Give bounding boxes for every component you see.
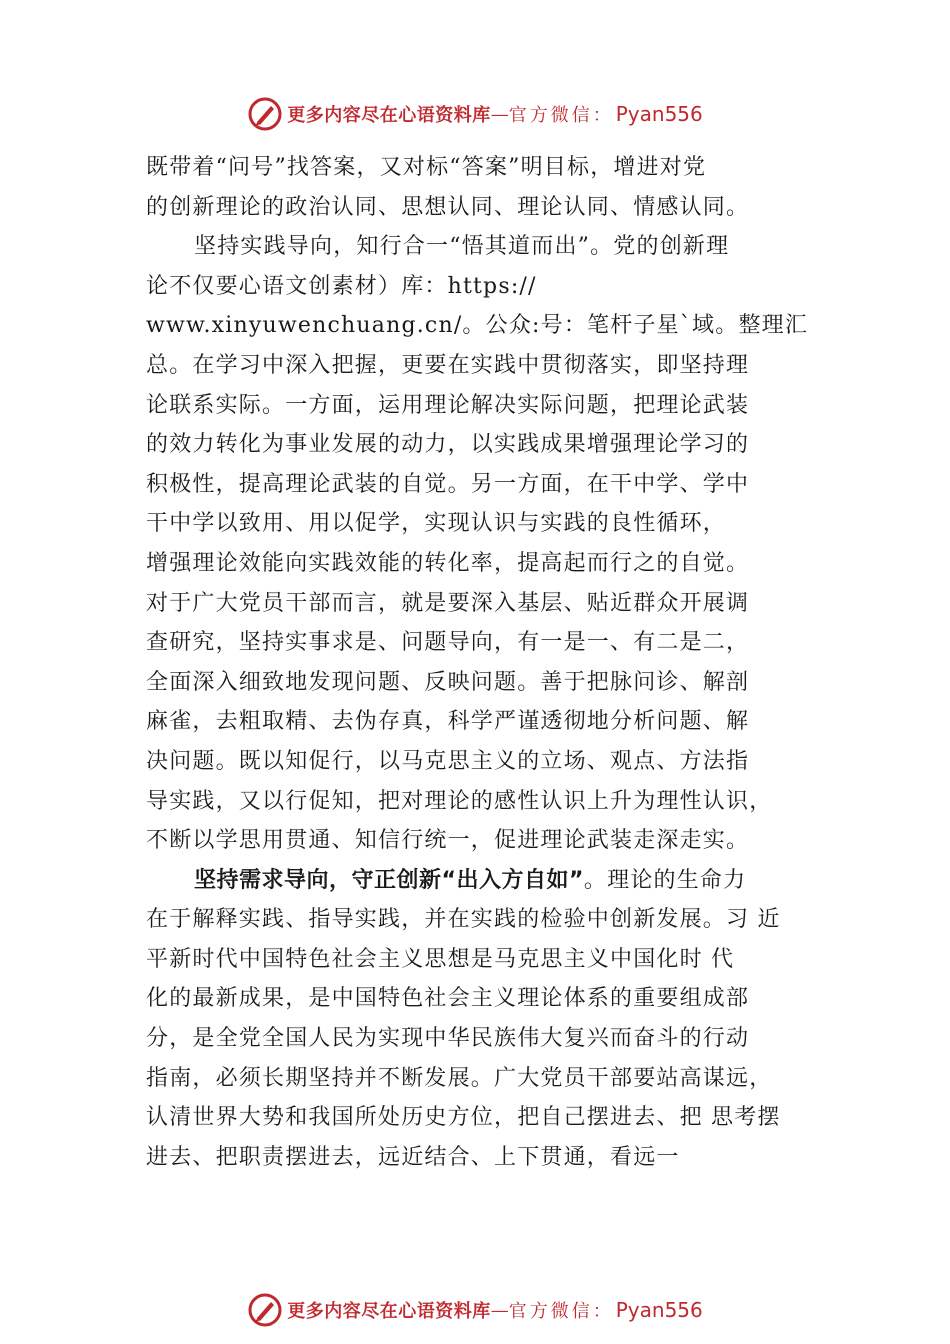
footer-wechat-id: Pyan556	[615, 1298, 703, 1322]
text-line: 论不仅要心语文创素材）库：https://	[146, 273, 537, 299]
text-line: 干中学以致用、用以促学，实现认识与实践的良性循环，	[146, 511, 727, 537]
header-brand: 更多内容尽在心语资料库	[287, 105, 491, 126]
text-line: 对于广大党员干部而言，就是要深入基层、贴近群众开展调	[146, 590, 750, 616]
text-line: 决问题。既以知促行，以马克思主义的立场、观点、方法指	[146, 748, 750, 774]
text-line: 既带着“问号”找答案，又对标“答案”明目标，增进对党	[146, 155, 707, 180]
text-line: 不断以学思用贯通、知信行统一，促进理论武装走深走实。	[146, 828, 750, 854]
text-line: 平新时代中国特色社会主义思想是马克思主义中国化时 代	[146, 946, 735, 972]
header-wechat-label: 官方微信：	[508, 105, 614, 126]
text-line: 导实践，又以行促知，把对理论的感性认识上升为理性认识，	[146, 788, 773, 814]
header-wechat-id: Pyan556	[615, 102, 703, 126]
text-line: www.xinyuwenchuang.cn/。公众:号：笔杆子星`域。整理汇	[146, 313, 809, 339]
section-heading: 坚持需求导向，守正创新“出入方自如”	[194, 867, 584, 893]
text-line: 坚持实践导向，知行合一“悟其道而出”。党的创新理	[194, 234, 730, 260]
text-line: 指南，必须长期坚持并不断发展。广大党员干部要站高谋远，	[146, 1065, 773, 1091]
text-line: 分，是全党全国人民为实现中华民族伟大复兴而奋斗的行动	[146, 1026, 750, 1052]
text-line: 总。在学习中深入把握，更要在实践中贯彻落实，即坚持理	[146, 352, 750, 378]
pen-logo-icon	[247, 1292, 283, 1328]
text-line: 进去、把职责摆进去，远近结合、上下贯通，看远一	[146, 1144, 680, 1170]
text-line: 认清世界大势和我国所处历史方位，把自己摆进去、把 思考摆	[146, 1105, 781, 1131]
section-heading-tail: 。理论的生命力	[583, 867, 747, 893]
text-line: 在于解释实践、指导实践，并在实践的检验中创新发展。习 近	[146, 907, 781, 933]
pen-logo-icon	[247, 96, 283, 132]
text-line: 积极性，提高理论武装的自觉。另一方面，在干中学、学中	[146, 471, 750, 497]
document-body	[146, 148, 826, 1177]
footer-banner	[0, 1290, 950, 1330]
header-banner	[0, 94, 950, 134]
text-line: 化的最新成果，是中国特色社会主义理论体系的重要组成部	[146, 986, 750, 1012]
text-line: 全面深入细致地发现问题、反映问题。善于把脉问诊、解剖	[146, 669, 750, 695]
section-heading-line	[146, 861, 826, 901]
text-line: 麻雀，去粗取精、去伪存真，科学严谨透彻地分析问题、解	[146, 709, 750, 735]
footer-dash: —	[490, 1299, 509, 1321]
text-line: 论联系实际。一方面，运用理论解决实际问题，把理论武装	[146, 392, 750, 418]
footer-brand: 更多内容尽在心语资料库	[287, 1301, 491, 1322]
footer-wechat-label: 官方微信：	[508, 1301, 614, 1322]
header-dash: —	[490, 103, 509, 125]
text-line: 的创新理论的政治认同、思想认同、理论认同、情感认同。	[146, 194, 750, 220]
text-line: 的效力转化为事业发展的动力，以实践成果增强理论学习的	[146, 432, 750, 458]
text-line: 查研究，坚持实事求是、问题导向，有一是一、有二是二，	[146, 630, 750, 656]
text-line: 增强理论效能向实践效能的转化率，提高起而行之的自觉。	[146, 550, 750, 576]
